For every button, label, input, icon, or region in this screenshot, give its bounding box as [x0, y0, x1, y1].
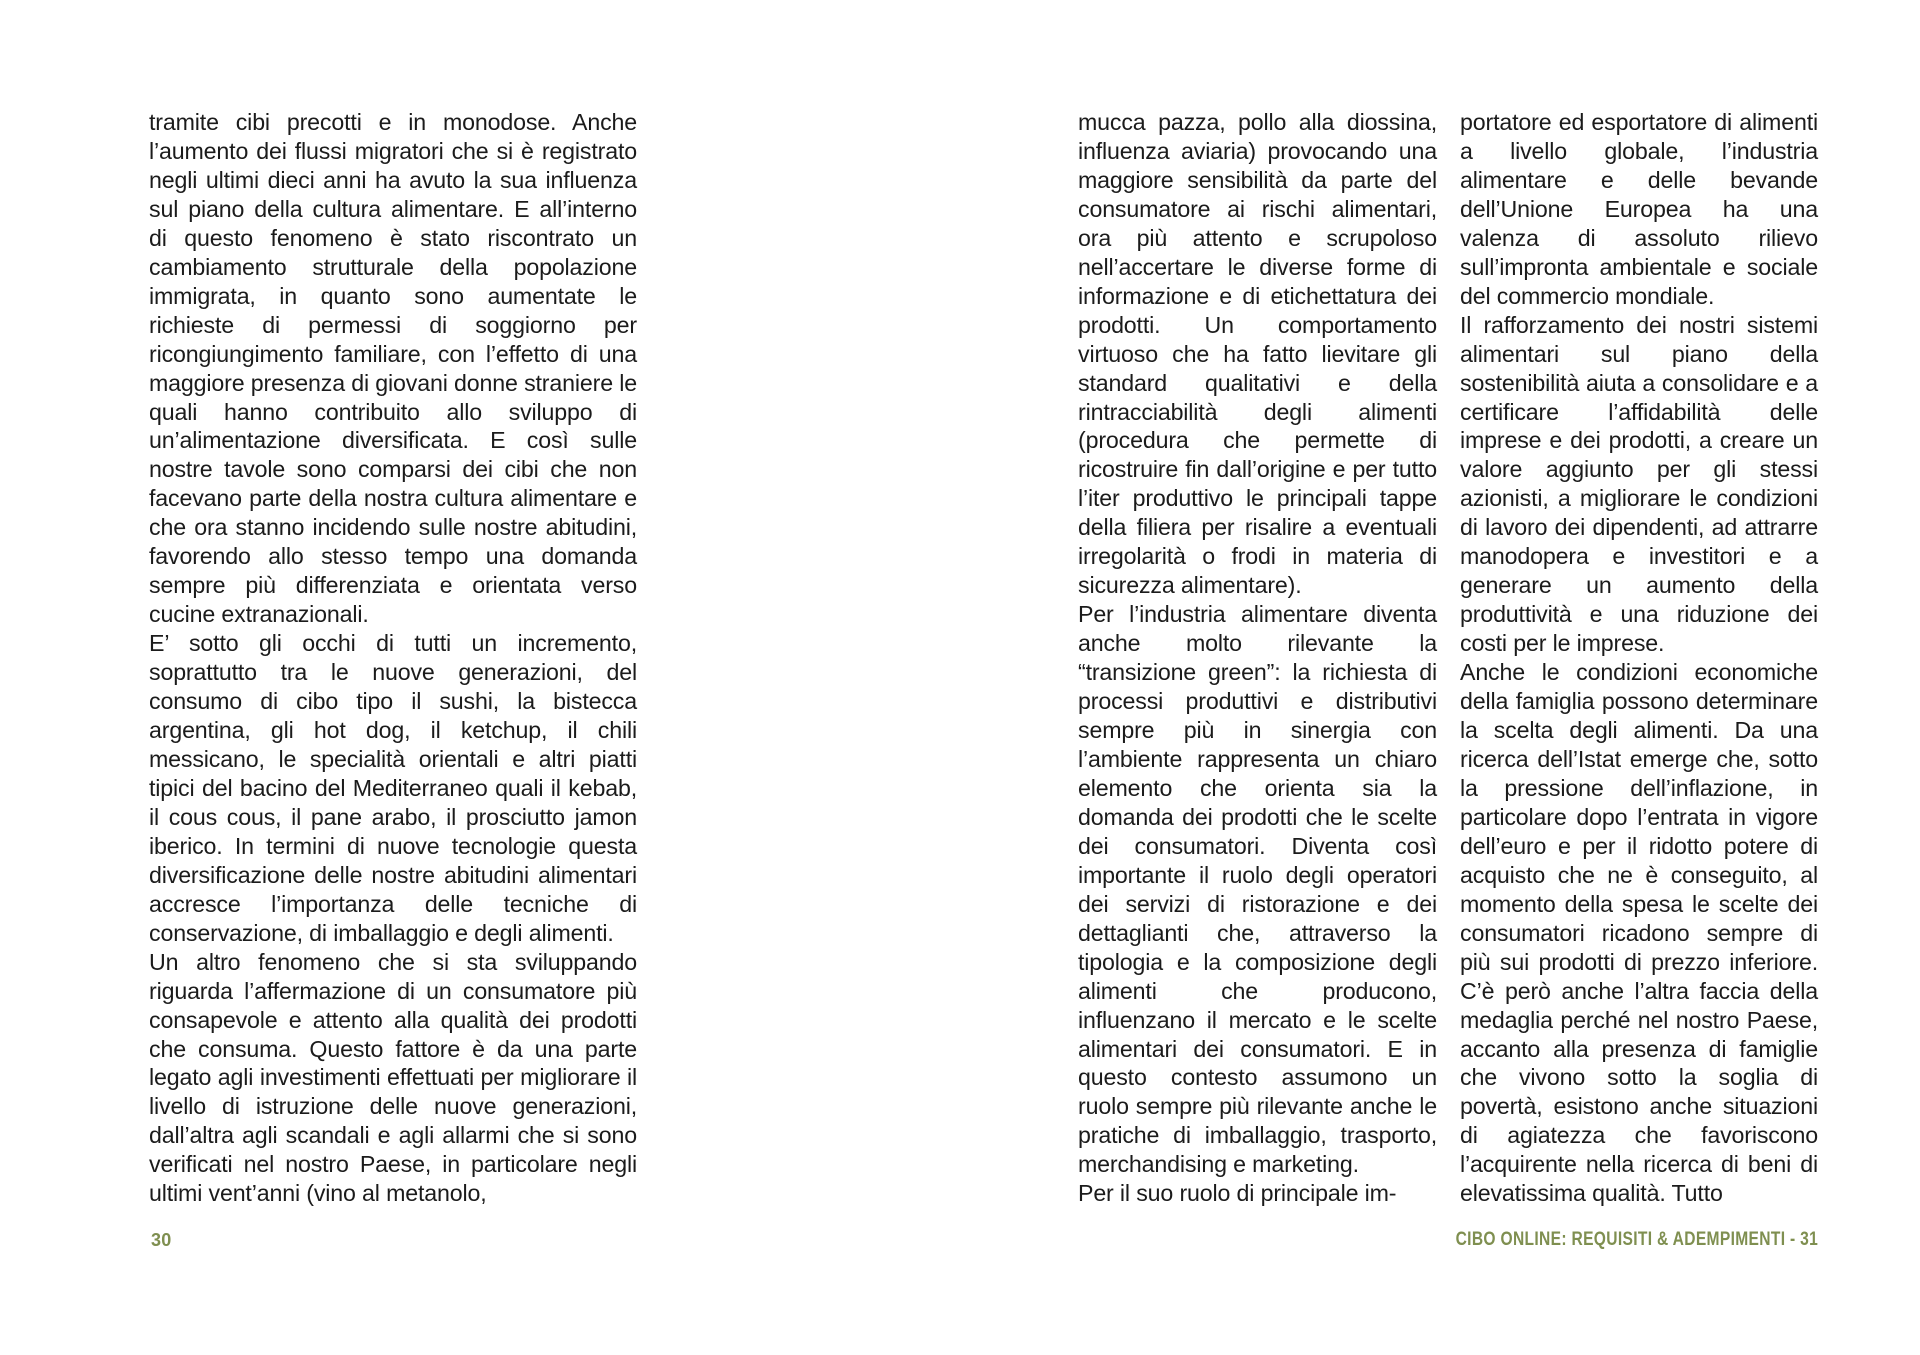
left-page-text-column — [149, 108, 637, 1208]
right-page-text-column-b — [1460, 108, 1818, 1208]
paragraph: E’ sotto gli occhi di tutti un incremento, soprattutto tra le nuove generazioni, del consumo di cibo tipo il sushi, la bistecca argentina, gli hot dog, il ketchup, il chili messicano, le specialità orientali e altri piatti tipici del bacino del Mediterraneo quali il kebab, il cous cous, il pane arabo, il prosciutto jamon iberico. In termini di nuove tecnologie questa diversificazione delle nostre abitudini alimentari accresce l’importanza delle tecniche di conservazione, di imballaggio e degli alimenti. — [149, 630, 637, 946]
paragraph: Il rafforzamento dei nostri sistemi alimentari sul piano della sostenibilità aiuta a consolidare e a certificare l’affidabilità delle imprese e dei prodotti, a creare un valore aggiunto per gli stessi azionisti, a migliorare le condizioni di lavoro dei dipendenti, ad attrarre manodopera e investitori e a generare un aumento della produttività e una riduzione dei costi per le imprese. — [1460, 311, 1818, 657]
running-footer-right: CIBO ONLINE: REQUISITI & ADEMPIMENTI - 31 — [1455, 1229, 1818, 1250]
paragraph: portatore ed esportatore di alimenti a livello globale, l’industria alimentare e delle bevande dell’Unione Europea ha una valenza di assoluto rilievo sull’impronta ambientale e sociale del commercio mondiale. — [1460, 109, 1818, 309]
paragraph: Anche le condizioni economiche della famiglia possono determinare la scelta degli alimenti. Da una ricerca dell’Istat emerge che, sotto la pressione dell’inflazione, in particolare dopo l’entrata in vigore dell’euro e per il ridotto potere di acquisto che ne è conseguito, al momento della spesa le scelte dei consumatori ricadono sempre di più sui prodotti di prezzo inferiore. C’è però anche l’altra faccia della medaglia perché nel nostro Paese, accanto alla presenza di famiglie che vivono sotto la soglia di povertà, esistono anche situazioni di agiatezza che favoriscono l’acquirente nella ricerca di beni di elevatissima qualità. Tutto — [1460, 659, 1818, 1207]
paragraph: tramite cibi precotti e in monodose. Anche l’aumento dei flussi migratori che si è registrato negli ultimi dieci anni ha avuto la sua influenza sul piano della cultura alimentare. E all’interno di questo fenomeno è stato riscontrato un cambiamento strutturale della popolazione immigrata, in quanto sono aumentate le richieste di permessi di soggiorno per ricongiungimento familiare, con l’effetto di una maggiore presenza di giovani donne straniere le quali hanno contribuito allo sviluppo di un’alimentazione diversificata. E così sulle nostre tavole sono comparsi dei cibi che non facevano parte della nostra cultura alimentare e che ora stanno incidendo sulle nostre abitudini, favorendo allo stesso tempo una domanda sempre più differenziata e orientata verso cucine extranazionali. — [149, 109, 637, 628]
right-page-text-column-a — [1078, 108, 1437, 1208]
page-number-left: 30 — [151, 1230, 172, 1250]
paragraph: Per l’industria alimentare diventa anche molto rilevante la “transizione green”: la richiesta di processi produttivi e distributivi sempre più in sinergia con l’ambiente rappresenta un chiaro elemento che orienta sia la domanda dei prodotti che le scelte dei consumatori. Diventa così importante il ruolo degli operatori dei servizi di ristorazione e dei dettaglianti che, attraverso la tipologia e la composizione degli alimenti che producono, influenzano il mercato e le scelte alimentari dei consumatori. E in questo contesto assumono un ruolo sempre più rilevante anche le pratiche di imballaggio, trasporto, merchandising e marketing. — [1078, 601, 1437, 1178]
paragraph: Un altro fenomeno che si sta sviluppando riguarda l’affermazione di un consumatore più consapevole e attento alla qualità dei prodotti che consuma. Questo fattore è da una parte legato agli investimenti effettuati per migliorare il livello di istruzione delle nuove generazioni, dall’altra agli scandali e agli allarmi che si sono verificati nel nostro Paese, in particolare negli ultimi vent’anni (vino al metanolo, — [149, 948, 637, 1207]
paragraph: mucca pazza, pollo alla diossina, influenza aviaria) provocando una maggiore sensibilità da parte del consumatore ai rischi alimentari, ora più attento e scrupoloso nell’accertare le diverse forme di informazione e di etichettatura dei prodotti. Un comportamento virtuoso che ha fatto lievitare gli standard qualitativi e della rintracciabilità degli alimenti (procedura che permette di ricostruire fin dall’origine e per tutto l’iter produttivo le principali tappe della filiera per risalire a eventuali irregolarità o frodi in materia di sicurezza alimentare). — [1078, 109, 1437, 599]
paragraph: Per il suo ruolo di principale im- — [1078, 1180, 1397, 1207]
